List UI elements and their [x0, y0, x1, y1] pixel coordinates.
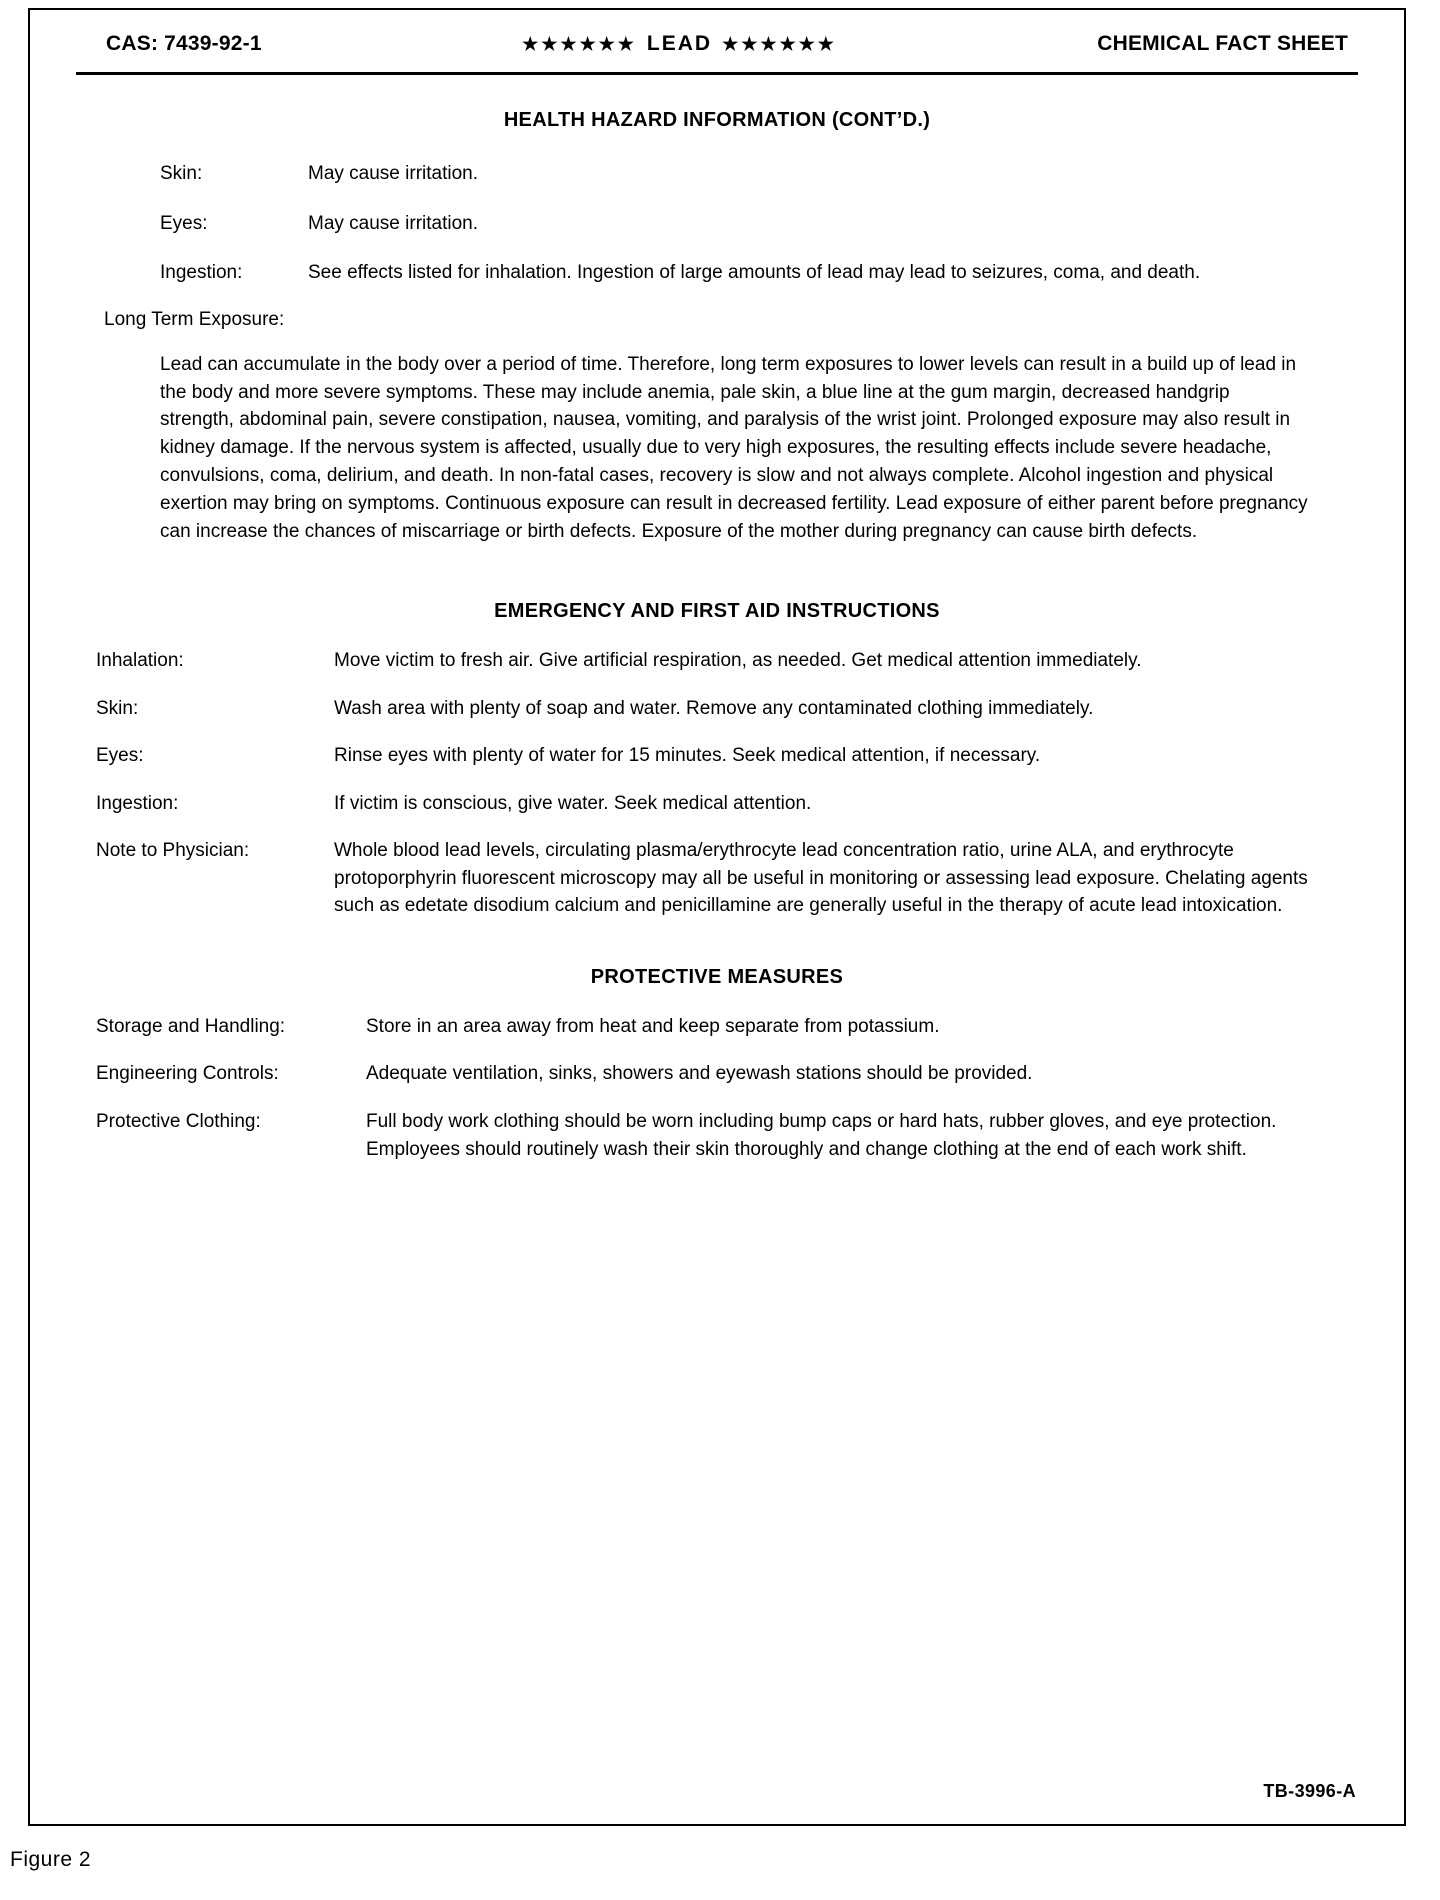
page-header [68, 32, 1366, 56]
row-value: If victim is conscious, give water. Seek medical attention. [334, 792, 812, 814]
row-label: Eyes: [96, 745, 144, 767]
long-term-exposure-text: Lead can accumulate in the body over a period of time. Therefore, long term exposures to lower levels can result in a build up of lead in the body and more severe symptoms. These may include anemia, pale skin, a blue line at the gum margin, decreased handgrip strength, abdominal pain, severe constipation, nausea, vomiting, and paralysis of the wrist joint. Prolonged exposure may also result in kidney damage. If the nervous system is affected, usually due to very high exposures, the resulting effects include severe headache, convulsions, coma, delirium, and death. In non-fatal cases, recovery is slow and not always complete. Alcohol ingestion and physical exertion may bring on symptoms. Continuous exposure can result in decreased fertility. Lead exposure of either parent before pregnancy can increase the chances of miscarriage or birth defects. Exposure of the mother during pregnancy can cause birth defects. [160, 353, 1308, 543]
list-item [96, 837, 1366, 920]
row-label: Engineering Controls: [96, 1063, 279, 1085]
row-value: Full body work clothing should be worn including bump caps or hard hats, rubber gloves, and eye protection. Employees should routinely wash their skin thoroughly and change clothing at the end of each work shift. [366, 1111, 1277, 1160]
row-value: Store in an area away from heat and keep separate from potassium. [366, 1015, 940, 1037]
row-value: May cause irritation. [308, 163, 479, 184]
chemical-name: LEAD [646, 32, 713, 55]
document-title [262, 32, 1098, 56]
protective-measures-rows [68, 1013, 1366, 1163]
health-hazard-heading: HEALTH HAZARD INFORMATION (CONT’D.) [503, 109, 931, 131]
row-label: Skin: [96, 697, 139, 719]
list-item [96, 647, 1366, 675]
list-item [96, 790, 1366, 818]
fact-sheet-label: CHEMICAL FACT SHEET [1097, 32, 1348, 55]
cas-number: CAS: 7439-92-1 [106, 32, 262, 55]
emergency-rows [68, 647, 1366, 920]
list-item [160, 210, 1366, 238]
list-item [160, 160, 1366, 188]
row-value: May cause irritation. [308, 212, 479, 234]
list-item [96, 1013, 1366, 1041]
row-value: See effects listed for inhalation. Ingestion of large amounts of lead may lead to seizures, coma, and death. [308, 262, 1201, 284]
list-item [96, 1060, 1366, 1088]
document-code: TB-3996-A [1263, 1781, 1356, 1801]
figure-caption: Figure 2 [10, 1848, 92, 1871]
list-item [96, 695, 1366, 723]
header-divider [76, 72, 1358, 75]
row-label: Inhalation: [96, 650, 184, 672]
row-value: Wash area with plenty of soap and water. Remove any contaminated clothing immediately. [334, 697, 1094, 719]
row-label: Eyes: [160, 212, 208, 234]
emergency-heading: EMERGENCY AND FIRST AID INSTRUCTIONS [494, 600, 940, 623]
row-value: Adequate ventilation, sinks, showers and eyewash stations should be provided. [366, 1063, 1033, 1085]
row-label: Protective Clothing: [96, 1111, 261, 1133]
protective-measures-heading: PROTECTIVE MEASURES [590, 965, 844, 988]
star-decoration-right-icon: ★★★★★★ [722, 34, 837, 54]
document-page [28, 8, 1406, 1826]
row-label: Storage and Handling: [96, 1015, 286, 1037]
list-item [96, 742, 1366, 770]
row-label: Note to Physician: [96, 840, 250, 862]
row-label: Skin: [160, 163, 203, 184]
star-decoration-left-icon: ★★★★★★ [522, 34, 637, 54]
list-item [96, 1108, 1366, 1163]
health-hazard-rows [68, 160, 1366, 287]
long-term-exposure-label: Long Term Exposure: [104, 308, 285, 330]
list-item [160, 259, 1366, 287]
row-value: Rinse eyes with plenty of water for 15 minutes. Seek medical attention, if necessary. [334, 745, 1041, 767]
row-value: Whole blood lead levels, circulating plasma/erythrocyte lead concentration ratio, urine ALA, and erythrocyte protoporphyrin fluorescent microscopy may all be useful in monitoring or assessing lead exposure. Chelating agents such as edetate disodium calcium and penicillamine are generally useful in the therapy of acute lead intoxication. [334, 840, 1308, 917]
row-label: Ingestion: [160, 262, 243, 284]
row-label: Ingestion: [96, 792, 179, 814]
row-value: Move victim to fresh air. Give artificial respiration, as needed. Get medical attention immediately. [334, 650, 1142, 672]
